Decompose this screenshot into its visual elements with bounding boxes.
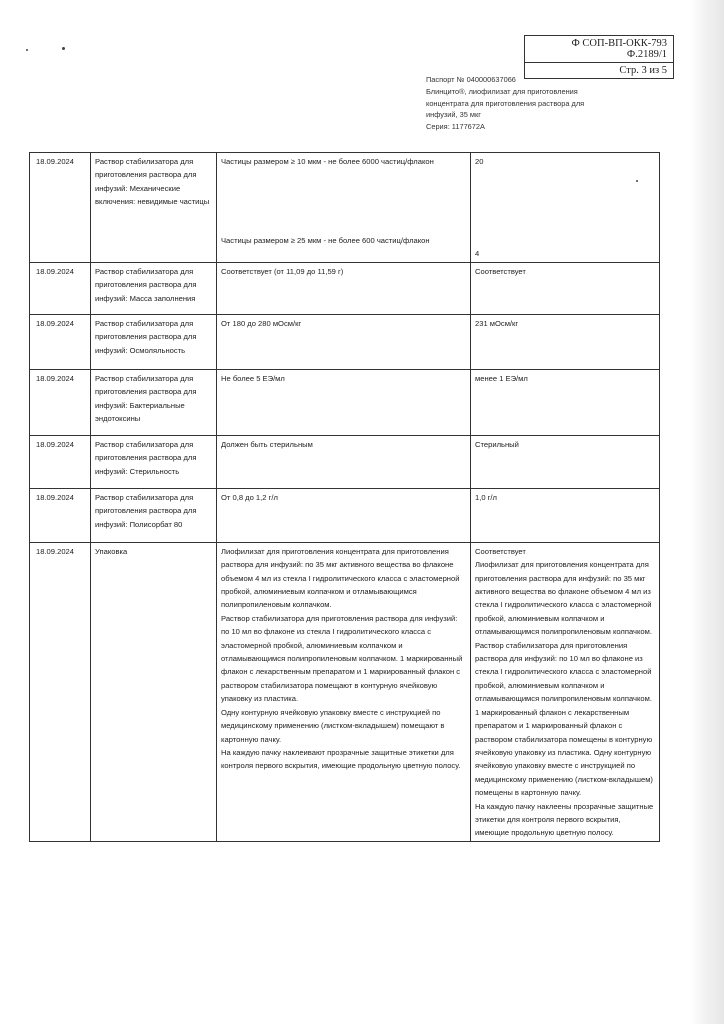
passport-number: Паспорт № 040000637066 — [426, 75, 516, 84]
row-specification: Должен быть стерильным — [217, 435, 471, 488]
row-date: 18.09.2024 — [30, 314, 91, 369]
row-result: Соответствует Лиофилизат для приготовления концентрата для приготовления раствора для инфузий: по 35 мкг активного вещества во флаконе объемом 4 мл из стекла I гидролитического класса с эластомерной пробкой, алюминиевым колпачком и отламывающимся полипропиленовым колпачком. Раствор стабилизатора для приготовления раствора для инфузий: по 10 мл во флаконе из стекла I гидролитического класса с эластомерной пробкой, алюминиевым колпачком и отламывающимся полипропиленовым колпачком. 1 маркированный флакон с лекарственным препаратом и 1 маркированный флакон с раствором стабилизатора помещены в контурную ячейковую упаковку из пластика. Одну контурную ячейковую упаковку вместе с инструкцией по медицинскому применению (листком-вкладышем) помещены в картонную пачку. На каждую пачку наклеены прозрачные защитные этикетки для контроля первого вскрытия, имеющие продольную цветную полосу. — [471, 542, 660, 841]
product-line-2: концентрата для приготовления раствора для — [426, 98, 585, 108]
row-date: 18.09.2024 — [30, 435, 91, 488]
row-date: 18.09.2024 — [30, 488, 91, 542]
row-test-name: Раствор стабилизатора для приготовления раствора для инфузий: Механические включения: невидимые частицы — [91, 153, 217, 263]
row-specification: Не более 5 ЕЭ/мл — [217, 369, 471, 435]
document-code-box — [524, 35, 674, 79]
row-specification: От 0,8 до 1,2 г/л — [217, 488, 471, 542]
product-line-3: инфузий, 35 мкг — [426, 110, 481, 120]
row-date: 18.09.2024 — [30, 542, 91, 841]
spec-particles-25um: Частицы размером ≥ 25 мкм - не более 600 частиц/флакон — [221, 236, 430, 246]
row-result: Стерильный — [471, 435, 660, 488]
scan-speck — [26, 49, 28, 51]
series-number: Серия: 1177672А — [426, 122, 485, 132]
row-result: 1,0 г/л — [471, 488, 660, 542]
table-row — [30, 314, 660, 369]
table-row — [30, 153, 660, 263]
row-test-name: Раствор стабилизатора для приготовления раствора для инфузий: Осмоляльность — [91, 314, 217, 369]
scan-speck — [62, 47, 65, 50]
table-row — [30, 435, 660, 488]
passport-stamp — [426, 74, 626, 133]
row-test-name: Раствор стабилизатора для приготовления раствора для инфузий: Стерильность — [91, 435, 217, 488]
test-results-table — [29, 152, 660, 842]
row-test-name: Раствор стабилизатора для приготовления раствора для инфузий: Масса заполнения — [91, 262, 217, 314]
row-result: 231 мОсм/кг — [471, 314, 660, 369]
row-test-name: Раствор стабилизатора для приготовления раствора для инфузий: Бактериальные эндотоксины — [91, 369, 217, 435]
row-result — [471, 153, 660, 263]
row-test-name: Упаковка — [91, 542, 217, 841]
row-result: менее 1 ЕЭ/мл — [471, 369, 660, 435]
row-specification: Лиофилизат для приготовления концентрата для приготовления раствора для инфузий: по 35 мкг активного вещества во флаконе объемом 4 мл из стекла I гидролитического класса с эластомерной пробкой, алюминиевым колпачком и отламывающимся полипропиленовым колпачком. Раствор стабилизатора для приготовления раствора для инфузий: по 10 мл во флаконе из стекла I гидролитического класса с эластомерной пробкой, алюминиевым колпачком и отламывающимся полипропиленовым колпачком. 1 маркированный флакон с лекарственным препаратом и 1 маркированный флакон с раствором стабилизатора помещают в контурную ячейковую упаковку из пластика. Одну контурную ячейковую упаковку вместе с инструкцией по медицинскому применению (листком-вкладышем) помещают в картонную пачку. На каждую пачку наклеивают прозрачные защитные этикетки для контроля первого вскрытия, имеющие продольную цветную полосу. — [217, 542, 471, 841]
row-specification: От 180 до 280 мОсм/кг — [217, 314, 471, 369]
row-date: 18.09.2024 — [30, 153, 91, 263]
page-number: Стр. 3 из 5 — [619, 65, 667, 76]
row-result: Соответствует — [471, 262, 660, 314]
scan-edge-shadow — [690, 0, 724, 1024]
result-particles-10um: 20 — [475, 157, 484, 166]
result-particles-25um: 4 — [475, 249, 480, 259]
table-row — [30, 369, 660, 435]
table-row — [30, 488, 660, 542]
row-specification: Соответствует (от 11,09 до 11,59 г) — [217, 262, 471, 314]
table-row — [30, 262, 660, 314]
row-test-name: Раствор стабилизатора для приготовления раствора для инфузий: Полисорбат 80 — [91, 488, 217, 542]
row-date: 18.09.2024 — [30, 369, 91, 435]
document-code: Ф СОП-ВП-ОКК-793 Ф.2189/1 — [525, 36, 673, 63]
table-row — [30, 542, 660, 841]
spec-particles-10um: Частицы размером ≥ 10 мкм - не более 6000 частиц/флакон — [221, 157, 434, 166]
product-line-1: Блинцито®, лиофилизат для приготовления — [426, 86, 578, 96]
row-specification — [217, 153, 471, 263]
row-date: 18.09.2024 — [30, 262, 91, 314]
